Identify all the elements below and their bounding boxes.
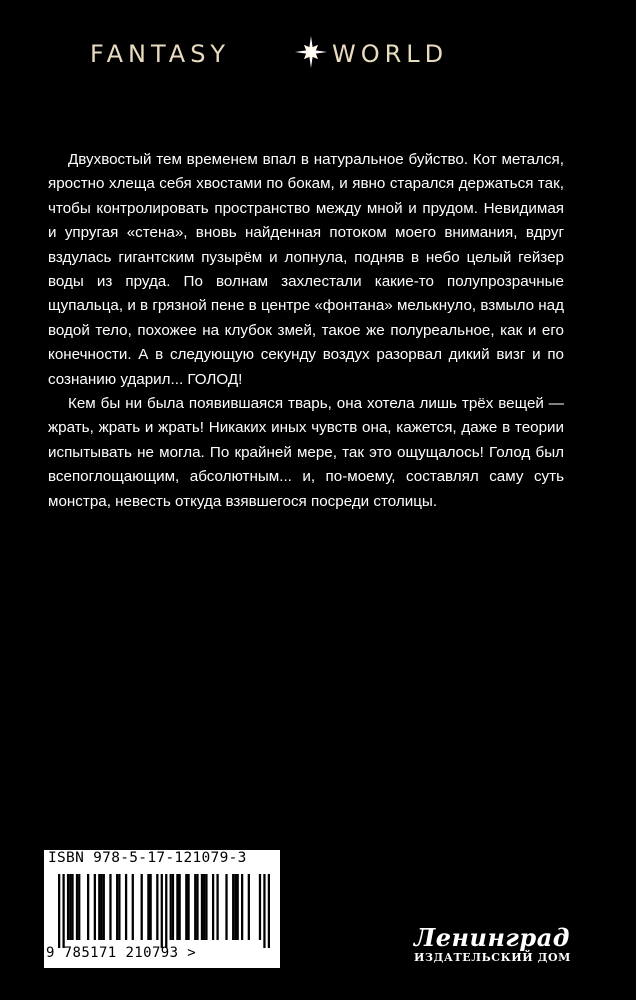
barcode-bar [205, 874, 207, 940]
blurb-paragraph-2: Кем бы ни была появившаяся тварь, она хотела лишь трёх вещей — жрать, жрать и жрать! Никаких иных чувств она, кажется, даже в теории испытывать не могла. По крайней мере, так это ощущалось! Голод был всепоглощающим, абсолютным... и, по-моему, составлял саму суть монстра, невесть откуда взявшегося посреди столицы. [48, 395, 564, 510]
barcode-bar [176, 874, 178, 940]
barcode-bar [185, 874, 187, 940]
barcode-bar [132, 874, 134, 940]
barcode-bar [225, 874, 227, 940]
blurb-text [48, 148, 564, 514]
barcode-bar [87, 874, 89, 940]
barcode-bar [69, 874, 71, 940]
barcode-bar [147, 874, 149, 940]
barcode-bar [232, 874, 234, 940]
barcode-bar [67, 874, 69, 940]
barcode-bar [109, 874, 111, 940]
barcode-bar [103, 874, 105, 940]
barcode-bar [248, 874, 250, 940]
barcode-bar [241, 874, 243, 940]
barcode-block [44, 850, 280, 968]
series-word-right: WORLD [332, 40, 449, 68]
barcode-bar [58, 874, 60, 948]
publisher-subtitle: ИЗДАТЕЛЬСКИЙ ДОМ [414, 951, 571, 964]
barcode-bar [203, 874, 205, 940]
barcode-bars [58, 874, 270, 948]
barcode-bar [263, 874, 265, 948]
barcode-bar [141, 874, 143, 940]
publisher-name: Ленинград [414, 923, 570, 952]
barcode-bar [259, 874, 261, 940]
barcode-bar [149, 874, 151, 940]
series-logo [0, 40, 636, 70]
barcode-bar [194, 874, 196, 940]
isbn-label: ISBN 978-5-17-121079-3 [48, 850, 247, 866]
barcode-bar [71, 874, 73, 940]
barcode-bar [78, 874, 80, 940]
barcode-bar [179, 874, 181, 940]
barcode-bar [118, 874, 120, 940]
barcode-bar [76, 874, 78, 940]
barcode-bar [125, 874, 127, 940]
barcode-bar [216, 874, 218, 940]
barcode-bar [94, 874, 96, 940]
barcode-bar [98, 874, 100, 940]
barcode-bar [172, 874, 174, 940]
barcode-bar [161, 874, 163, 948]
blurb-paragraph-1: Двухвостый тем временем впал в натуральное буйство. Кот метался, яростно хлеща себя хвостами по бокам, и явно старался держаться так, чтобы контролировать пространство между мной и прудом. Невидимая и упругая «стена», вновь найденная потоком моего внимания, вдруг вздулась гигантским пузырём и лопнула, подняв в небо целый гейзер воды из пруда. По волнам захлестали какие-то полупрозрачные щупальца, и в грязной пене в центре «фонтана» мелькнуло, взмыло над водой тело, похожее на клубок змей, такое же полуреальное, как и его конечности. А в следующую секунду воздух разорвал дикий визг и по сознанию ударил... ГОЛОД! [48, 151, 564, 388]
barcode-bar [156, 874, 158, 940]
barcode-bar [170, 874, 172, 940]
barcode-bar [116, 874, 118, 940]
barcode-bar [234, 874, 236, 940]
barcode-bar [212, 874, 214, 940]
series-word-left: FANTASY [90, 40, 231, 68]
barcode-bar [196, 874, 198, 940]
barcode-bar [100, 874, 102, 940]
barcode-bar [237, 874, 239, 940]
barcode-bar [187, 874, 189, 940]
star-icon [293, 34, 329, 70]
barcode-digits: 9 785171 210793 > [46, 945, 197, 961]
barcode-bar [201, 874, 203, 940]
barcode-bar [62, 874, 64, 948]
barcode-bar [268, 874, 270, 948]
publisher-logo [400, 915, 570, 975]
barcode-bar [165, 874, 167, 948]
